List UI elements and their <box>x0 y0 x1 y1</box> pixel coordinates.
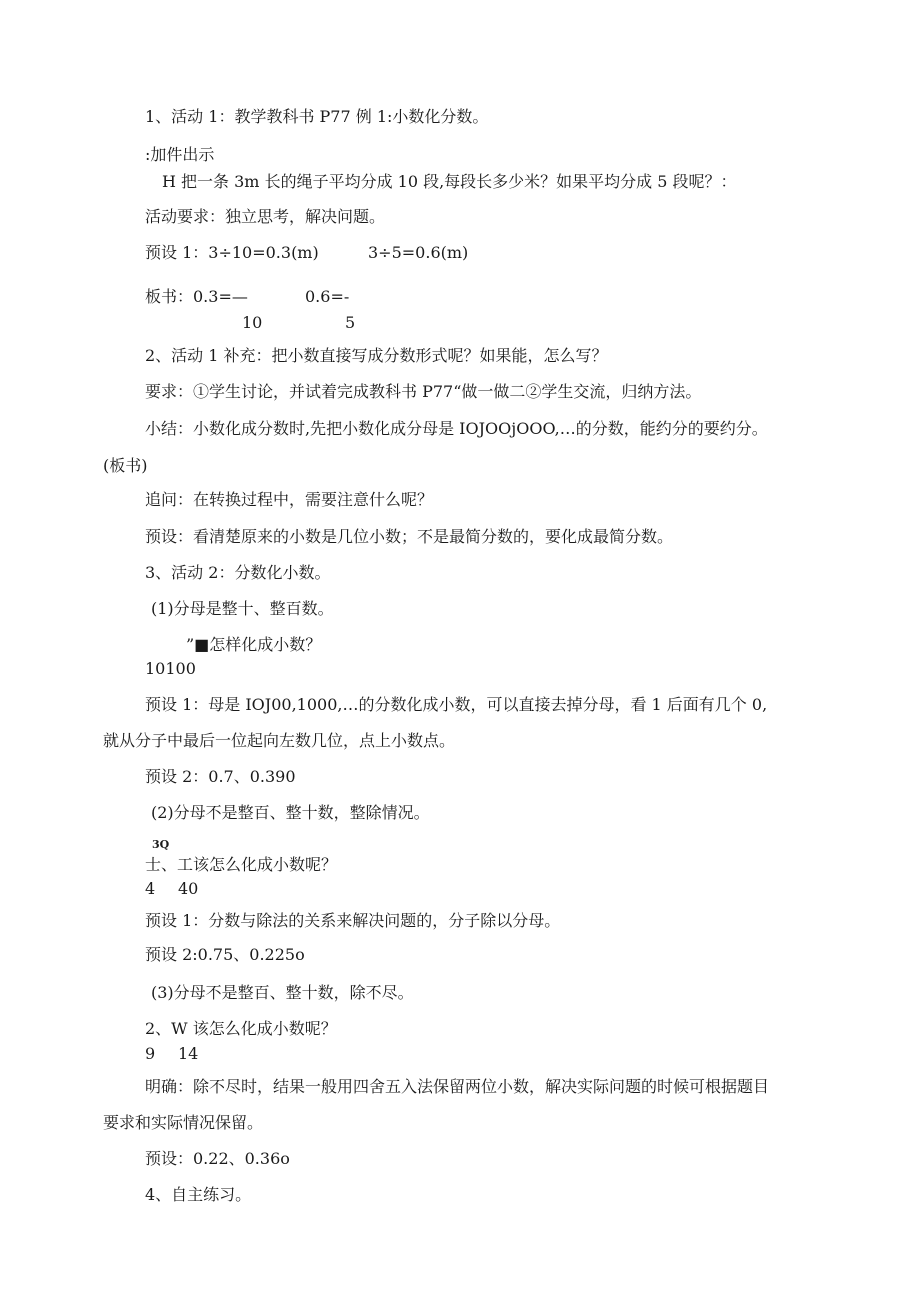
case-1-preset-2: 预设 2：0.7、0.390 <box>145 767 296 786</box>
board-label: (板书) <box>103 456 148 475</box>
case-3-heading: (3)分母不是整百、整十数，除不尽。 <box>151 983 414 1002</box>
case-3-preset: 预设：0.22、0.36o <box>145 1149 290 1168</box>
activity-requirement: 活动要求：独立思考，解决问题。 <box>145 207 386 226</box>
activity-2-heading: 3、活动 2：分数化小数。 <box>145 563 331 582</box>
preset-1-a: 预设 1：3÷10=0.3(m) <box>145 243 319 262</box>
problem-text: H 把一条 3m 长的绳子平均分成 10 段,每段长多少米？如果平均分成 5 段呢？： <box>162 172 737 191</box>
preset-1-b: 3÷5=0.6(m) <box>368 243 469 262</box>
case-2-heading: (2)分母不是整百、整十数，整除情况。 <box>151 803 430 822</box>
case-2-denominator-4: 4 <box>145 879 156 898</box>
board-note-a: 板书：0.3=— <box>145 287 248 306</box>
clarification-line: 明确：除不尽时，结果一般用四舍五入法保留两位小数，解决实际问题的时候可根据题目 <box>145 1077 770 1096</box>
activity-1-supplement: 2、活动 1 补充：把小数直接写成分数形式呢？如果能，怎么写？ <box>145 346 608 365</box>
case-1-denominators: 10100 <box>145 659 196 678</box>
case-3-question: 2、W 该怎么化成小数呢？ <box>145 1019 337 1038</box>
case-1-heading: (1)分母是整十、整百数。 <box>151 599 334 618</box>
case-2-question: 士、工该怎么化成小数呢？ <box>145 855 338 874</box>
preset-line: 预设：看清楚原来的小数是几位小数；不是最简分数的，要化成最简分数。 <box>145 527 674 546</box>
case-2-preset-1: 预设 1：分数与除法的关系来解决问题的，分子除以分母。 <box>145 911 561 930</box>
denominator-10: 10 <box>242 313 263 332</box>
case-3-denominator-9: 9 <box>145 1044 156 1063</box>
clarification-line-cont: 要求和实际情况保留。 <box>103 1113 264 1132</box>
denominator-5: 5 <box>345 313 356 332</box>
activity-1-heading: 1、活动 1：教学教科书 P77 例 1:小数化分数。 <box>145 107 489 126</box>
self-practice-heading: 4、自主练习。 <box>145 1185 252 1204</box>
case-1-preset-1: 预设 1：母是 IOJ00,1000,…的分数化成小数，可以直接去掉分母，看 1 后面有几个 0, <box>145 695 768 714</box>
case-2-denominator-40: 40 <box>178 879 199 898</box>
case-2-numerator-mark: 3Q <box>152 838 170 851</box>
case-1-preset-1-cont: 就从分子中最后一位起向左数几位，点上小数点。 <box>103 731 456 750</box>
case-2-preset-2: 预设 2:0.75、0.225o <box>145 945 305 964</box>
case-1-question: ”■怎样化成小数？ <box>186 635 322 654</box>
requirement-line: 要求：①学生讨论，并试着完成教科书 P77“做一做二②学生交流，归纳方法。 <box>145 382 702 401</box>
follow-up-question: 追问：在转换过程中，需要注意什么呢？ <box>145 490 434 509</box>
summary-line: 小结：小数化成分数时,先把小数化成分母是 IOJOOjOOO,…的分数，能约分的要约分。 <box>145 419 768 438</box>
board-note-b: 0.6=- <box>305 287 350 306</box>
case-3-denominator-14: 14 <box>178 1044 199 1063</box>
courseware-note: :加件出示 <box>145 145 215 164</box>
